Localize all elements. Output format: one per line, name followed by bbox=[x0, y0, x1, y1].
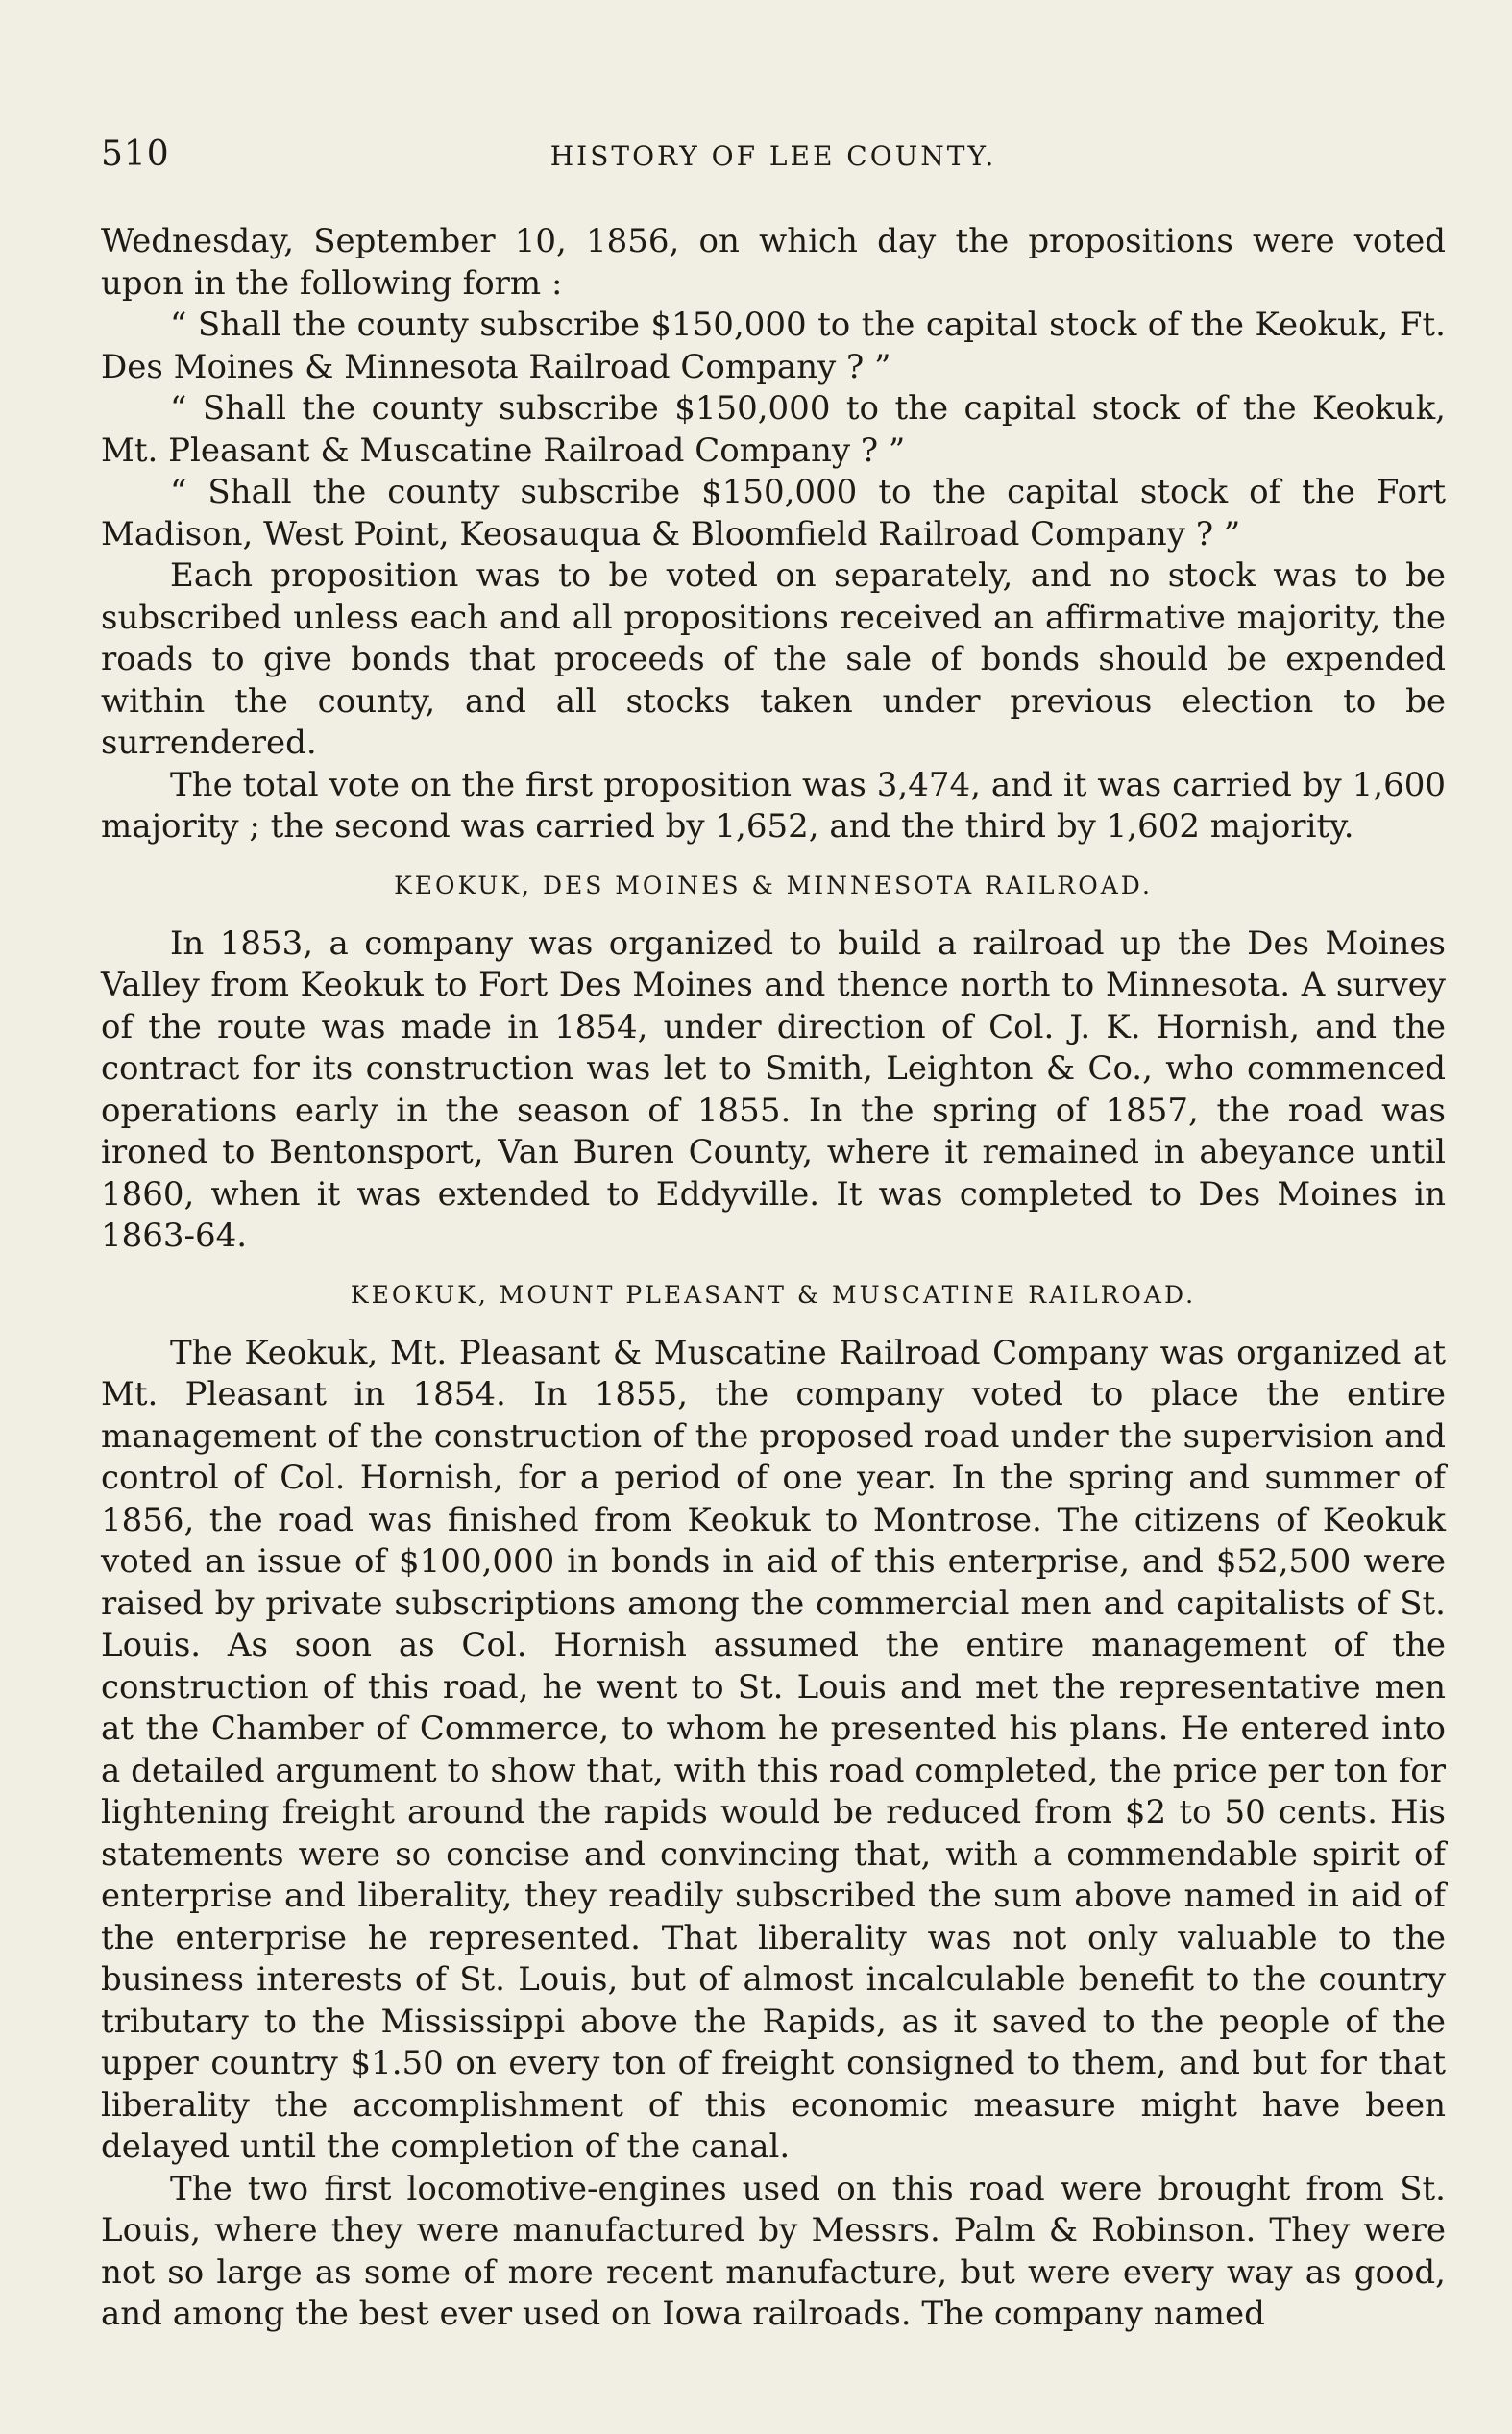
body-text bbox=[101, 221, 1446, 2336]
paragraph-locomotives: The two first locomotive-engines used on this road were brought from St. Louis, where they were manufactured by Messrs. Palm & Robinson. They were not so large as some of more recent manufacture, but were every way as good, and among the best ever used on Iowa railroads. The company named bbox=[101, 2169, 1446, 2333]
paragraph-vote-totals: The total vote on the first proposition was 3,474, and it was carried by 1,600 majority ; the second was carried by 1,652, and the third by 1,602 majority. bbox=[101, 765, 1446, 846]
section-heading-des-moines: KEOKUK, DES MOINES & MINNESOTA RAILROAD. bbox=[394, 871, 1153, 899]
paragraph-mount-pleasant-railroad: The Keokuk, Mt. Pleasant & Muscatine Railroad Company was organized at Mt. Pleasant in 1854. In 1855, the company voted to place the entire management of the construction of the proposed road under the supervision and control of Col. Hornish, for a period of one year. In the spring and summer of 1856, the road was finished from Keokuk to Montrose. The citizens of Keokuk voted an issue of $100,000 in bonds in aid of this enterprise, and $52,500 were raised by private subscriptions among the commercial men and capitalists of St. Louis. As soon as Col. Hornish assumed the entire management of the construction of this road, he went to St. Louis and met the representative men at the Chamber of Commerce, to whom he presented his plans. He entered into a detailed argument to show that, with this road completed, the price per ton for lightening freight around the rapids would be reduced from $2 to 50 cents. His statements were so concise and convincing that, with a commendable spirit of enterprise and liberality, they readily subscribed the sum above named in aid of the enterprise he represented. That liberality was not only valuable to the business interests of St. Louis, but of almost incalculable benefit to the country tributary to the Mississippi above the Rapids, as it saved to the people of the upper country $1.50 on every ton of freight consigned to them, and but for that liberality the accomplishment of this economic measure might have been delayed until the completion of the canal. bbox=[101, 1333, 1446, 2166]
ballot-question-3: “ Shall the county subscribe $150,000 to the capital stock of the Fort Madison, West Point, Keosauqua & Bloomfield Railroad Company ? ” bbox=[101, 473, 1446, 553]
running-title: HISTORY OF LEE COUNTY. bbox=[549, 140, 997, 172]
paragraph-conditions: Each proposition was to be voted on separately, and no stock was to be subscribed unless each and all propositions received an affirmative majority, the roads to give bonds that proceeds of the sale of bonds should be expended within the county, and all stocks taken under previous election to be surrendered. bbox=[101, 556, 1446, 762]
page-header bbox=[101, 135, 1446, 192]
paragraph-des-moines-railroad: In 1853, a company was organized to build a railroad up the Des Moines Valley from Keokuk to Fort Des Moines and thence north to Minnesota. A survey of the route was made in 1854, under direction of Col. J. K. Hornish, and the contract for its construction was let to Smith, Leighton & Co., who commenced operations early in the season of 1855. In the spring of 1857, the road was ironed to Bentonsport, Van Buren County, where it remained in abeyance until 1860, when it was extended to Eddyville. It was completed to Des Moines in 1863-64. bbox=[101, 923, 1446, 1255]
page-number: 510 bbox=[101, 135, 170, 174]
ballot-question-1: “ Shall the county subscribe $150,000 to the capital stock of the Keokuk, Ft. Des Moines & Minnesota Railroad Company ? ” bbox=[101, 306, 1446, 386]
ballot-question-2: “ Shall the county subscribe $150,000 to the capital stock of the Keokuk, Mt. Pleasant & Muscatine Railroad Company ? ” bbox=[101, 389, 1446, 470]
paragraph-continued: Wednesday, September 10, 1856, on which day the propositions were voted upon in the following form : bbox=[101, 222, 1446, 303]
section-heading-mount-pleasant: KEOKUK, MOUNT PLEASANT & MUSCATINE RAILROAD. bbox=[350, 1280, 1197, 1309]
